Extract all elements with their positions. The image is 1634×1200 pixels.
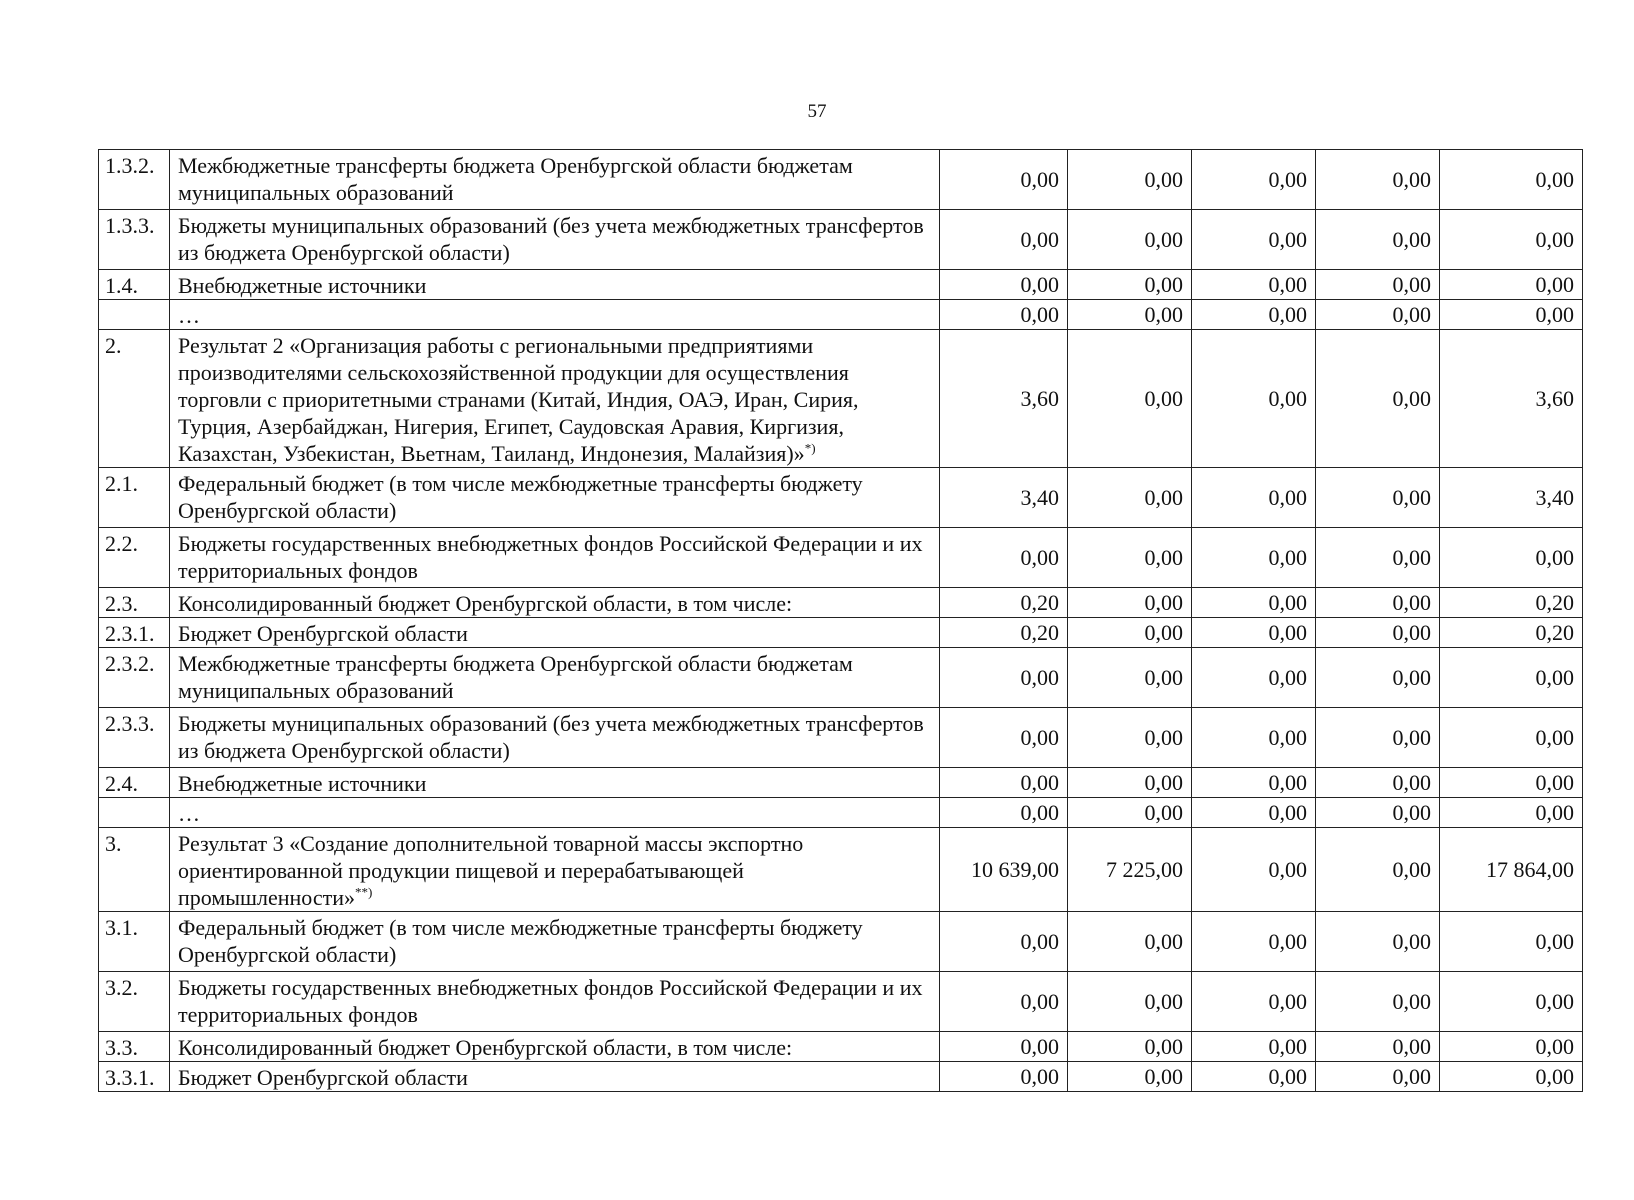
value-cell: 0,00 (1192, 828, 1316, 912)
value-cell: 0,00 (1440, 270, 1583, 300)
row-number: 1.3.3. (99, 210, 170, 270)
value-cell: 0,00 (1440, 768, 1583, 798)
value-cell: 0,00 (1440, 528, 1583, 588)
row-number (99, 798, 170, 828)
footnote-mark: *) (804, 440, 816, 456)
value-cell: 0,00 (1068, 150, 1192, 210)
value-cell: 0,00 (1192, 798, 1316, 828)
table-row (99, 150, 1583, 210)
footnote-mark: **) (355, 884, 373, 900)
budget-table (98, 149, 1583, 1092)
value-cell: 0,20 (1440, 618, 1583, 648)
row-name-cell (170, 648, 940, 708)
value-cell: 0,00 (1068, 270, 1192, 300)
row-name-cell (170, 912, 940, 972)
value-cell: 0,00 (1316, 270, 1440, 300)
value-cell: 0,00 (940, 528, 1068, 588)
row-name-cell (170, 468, 940, 528)
value-cell: 3,60 (1440, 330, 1583, 468)
row-number: 3.1. (99, 912, 170, 972)
row-name-cell (170, 828, 940, 912)
value-cell: 0,00 (1192, 708, 1316, 768)
row-name-cell (170, 768, 940, 798)
value-cell: 0,00 (1316, 618, 1440, 648)
value-cell: 0,00 (1192, 588, 1316, 618)
value-cell: 0,00 (1068, 1032, 1192, 1062)
value-cell: 0,00 (1192, 912, 1316, 972)
row-number: 3.2. (99, 972, 170, 1032)
value-cell: 17 864,00 (1440, 828, 1583, 912)
value-cell: 0,00 (1316, 1032, 1440, 1062)
row-name-cell (170, 300, 940, 330)
row-name: Бюджеты государственных внебюджетных фондов Российской Федерации и их территориальных фондов (178, 531, 923, 583)
value-cell: 0,00 (940, 270, 1068, 300)
row-name: Федеральный бюджет (в том числе межбюджетные трансферты бюджету Оренбургской области) (178, 915, 863, 967)
table-row (99, 648, 1583, 708)
row-name: Внебюджетные источники (178, 273, 427, 298)
table-row (99, 828, 1583, 912)
row-number: 3. (99, 828, 170, 912)
row-name-cell (170, 210, 940, 270)
value-cell: 7 225,00 (1068, 828, 1192, 912)
value-cell: 0,00 (1068, 1062, 1192, 1092)
value-cell: 0,00 (940, 912, 1068, 972)
value-cell: 0,00 (1068, 210, 1192, 270)
row-name: Консолидированный бюджет Оренбургской области, в том числе: (178, 591, 793, 616)
value-cell: 0,00 (1440, 912, 1583, 972)
row-name-cell (170, 708, 940, 768)
value-cell: 0,00 (940, 648, 1068, 708)
value-cell: 0,00 (940, 1032, 1068, 1062)
value-cell: 3,60 (940, 330, 1068, 468)
row-number: 2.1. (99, 468, 170, 528)
value-cell: 0,00 (940, 300, 1068, 330)
row-number (99, 300, 170, 330)
row-name: Межбюджетные трансферты бюджета Оренбургской области бюджетам муниципальных образований (178, 651, 853, 703)
value-cell: 0,00 (1440, 972, 1583, 1032)
row-name-cell (170, 972, 940, 1032)
value-cell: 0,00 (1068, 528, 1192, 588)
row-name: Федеральный бюджет (в том числе межбюджетные трансферты бюджету Оренбургской области) (178, 471, 863, 523)
value-cell: 0,00 (1068, 618, 1192, 648)
value-cell: 0,00 (1316, 150, 1440, 210)
value-cell: 0,00 (1316, 648, 1440, 708)
value-cell: 0,00 (1068, 912, 1192, 972)
value-cell: 0,00 (1440, 150, 1583, 210)
value-cell: 0,00 (1068, 588, 1192, 618)
value-cell: 0,00 (1192, 300, 1316, 330)
value-cell: 0,00 (940, 768, 1068, 798)
value-cell: 0,00 (1440, 300, 1583, 330)
row-name: Результат 3 «Создание дополнительной товарной массы экспортно ориентированной продукции пищевой и перерабатывающей промышленности» (178, 831, 804, 910)
value-cell: 10 639,00 (940, 828, 1068, 912)
value-cell: 0,00 (1192, 210, 1316, 270)
row-name: Бюджет Оренбургской области (178, 1065, 468, 1090)
value-cell: 0,00 (1316, 708, 1440, 768)
table-row (99, 972, 1583, 1032)
value-cell: 0,00 (940, 972, 1068, 1032)
value-cell: 0,00 (1068, 300, 1192, 330)
value-cell: 0,00 (1316, 912, 1440, 972)
table-row (99, 1062, 1583, 1092)
value-cell: 0,00 (1440, 1062, 1583, 1092)
value-cell: 0,20 (940, 618, 1068, 648)
value-cell: 0,00 (1068, 972, 1192, 1032)
row-name: … (178, 801, 200, 826)
value-cell: 0,00 (1192, 468, 1316, 528)
row-name: … (178, 303, 200, 328)
table-row (99, 588, 1583, 618)
row-number: 3.3. (99, 1032, 170, 1062)
value-cell: 3,40 (1440, 468, 1583, 528)
row-name-cell (170, 330, 940, 468)
table-row (99, 300, 1583, 330)
row-number: 2.3.3. (99, 708, 170, 768)
value-cell: 0,00 (1192, 528, 1316, 588)
value-cell: 0,00 (1316, 300, 1440, 330)
row-number: 1.3.2. (99, 150, 170, 210)
value-cell: 0,00 (1316, 768, 1440, 798)
row-name-cell (170, 1062, 940, 1092)
row-name: Бюджеты государственных внебюджетных фондов Российской Федерации и их территориальных фондов (178, 975, 923, 1027)
row-number: 1.4. (99, 270, 170, 300)
row-name: Консолидированный бюджет Оренбургской области, в том числе: (178, 1035, 793, 1060)
value-cell: 0,00 (1068, 708, 1192, 768)
row-name-cell (170, 618, 940, 648)
value-cell: 0,00 (1068, 330, 1192, 468)
table-row (99, 708, 1583, 768)
table-row (99, 270, 1583, 300)
row-name: Бюджеты муниципальных образований (без учета межбюджетных трансфертов из бюджета Оренбургской области) (178, 711, 924, 763)
table-row (99, 210, 1583, 270)
row-name-cell (170, 270, 940, 300)
value-cell: 0,00 (1440, 1032, 1583, 1062)
value-cell: 0,00 (1316, 1062, 1440, 1092)
row-name-cell (170, 150, 940, 210)
row-number: 2.3. (99, 588, 170, 618)
value-cell: 3,40 (940, 468, 1068, 528)
value-cell: 0,00 (1068, 798, 1192, 828)
row-name-cell (170, 588, 940, 618)
table-row (99, 330, 1583, 468)
table-row (99, 618, 1583, 648)
value-cell: 0,00 (940, 1062, 1068, 1092)
value-cell: 0,00 (1316, 528, 1440, 588)
value-cell: 0,00 (940, 798, 1068, 828)
row-name-cell (170, 798, 940, 828)
value-cell: 0,00 (1192, 648, 1316, 708)
value-cell: 0,20 (940, 588, 1068, 618)
value-cell: 0,00 (1440, 798, 1583, 828)
row-name: Внебюджетные источники (178, 771, 427, 796)
row-number: 2.3.1. (99, 618, 170, 648)
value-cell: 0,00 (1192, 150, 1316, 210)
table-row (99, 912, 1583, 972)
table-row (99, 528, 1583, 588)
row-name: Результат 2 «Организация работы с региональными предприятиями производителями сельскохозяйственной продукции для осуществления торговли с приоритетными странами (Китай, Индия, ОАЭ, Иран, Сирия, Турция, Азербайджан, Нигерия, Египет, Саудовская Аравия, Киргизия, Казахстан, Узбекистан, Вьетнам, Таиланд, Индонезия, Малайзия)» (178, 333, 859, 466)
value-cell: 0,00 (1316, 798, 1440, 828)
value-cell: 0,20 (1440, 588, 1583, 618)
value-cell: 0,00 (1316, 588, 1440, 618)
value-cell: 0,00 (1316, 828, 1440, 912)
value-cell: 0,00 (1192, 1032, 1316, 1062)
row-number: 2.4. (99, 768, 170, 798)
value-cell: 0,00 (1316, 972, 1440, 1032)
value-cell: 0,00 (940, 210, 1068, 270)
value-cell: 0,00 (1440, 210, 1583, 270)
value-cell: 0,00 (940, 708, 1068, 768)
value-cell: 0,00 (1192, 972, 1316, 1032)
table-row (99, 798, 1583, 828)
value-cell: 0,00 (940, 150, 1068, 210)
table-body (99, 150, 1583, 1092)
row-name-cell (170, 1032, 940, 1062)
row-name: Бюджет Оренбургской области (178, 621, 468, 646)
table-row (99, 468, 1583, 528)
value-cell: 0,00 (1316, 468, 1440, 528)
row-number: 2. (99, 330, 170, 468)
value-cell: 0,00 (1192, 1062, 1316, 1092)
table-row (99, 768, 1583, 798)
row-name-cell (170, 528, 940, 588)
value-cell: 0,00 (1192, 330, 1316, 468)
table-row (99, 1032, 1583, 1062)
row-number: 2.2. (99, 528, 170, 588)
value-cell: 0,00 (1440, 648, 1583, 708)
value-cell: 0,00 (1316, 330, 1440, 468)
value-cell: 0,00 (1068, 468, 1192, 528)
row-name: Бюджеты муниципальных образований (без учета межбюджетных трансфертов из бюджета Оренбургской области) (178, 213, 924, 265)
row-name: Межбюджетные трансферты бюджета Оренбургской области бюджетам муниципальных образований (178, 153, 853, 205)
value-cell: 0,00 (1440, 708, 1583, 768)
value-cell: 0,00 (1192, 768, 1316, 798)
value-cell: 0,00 (1192, 618, 1316, 648)
value-cell: 0,00 (1068, 648, 1192, 708)
value-cell: 0,00 (1068, 768, 1192, 798)
row-number: 2.3.2. (99, 648, 170, 708)
value-cell: 0,00 (1192, 270, 1316, 300)
row-number: 3.3.1. (99, 1062, 170, 1092)
value-cell: 0,00 (1316, 210, 1440, 270)
page-number: 57 (807, 101, 827, 122)
